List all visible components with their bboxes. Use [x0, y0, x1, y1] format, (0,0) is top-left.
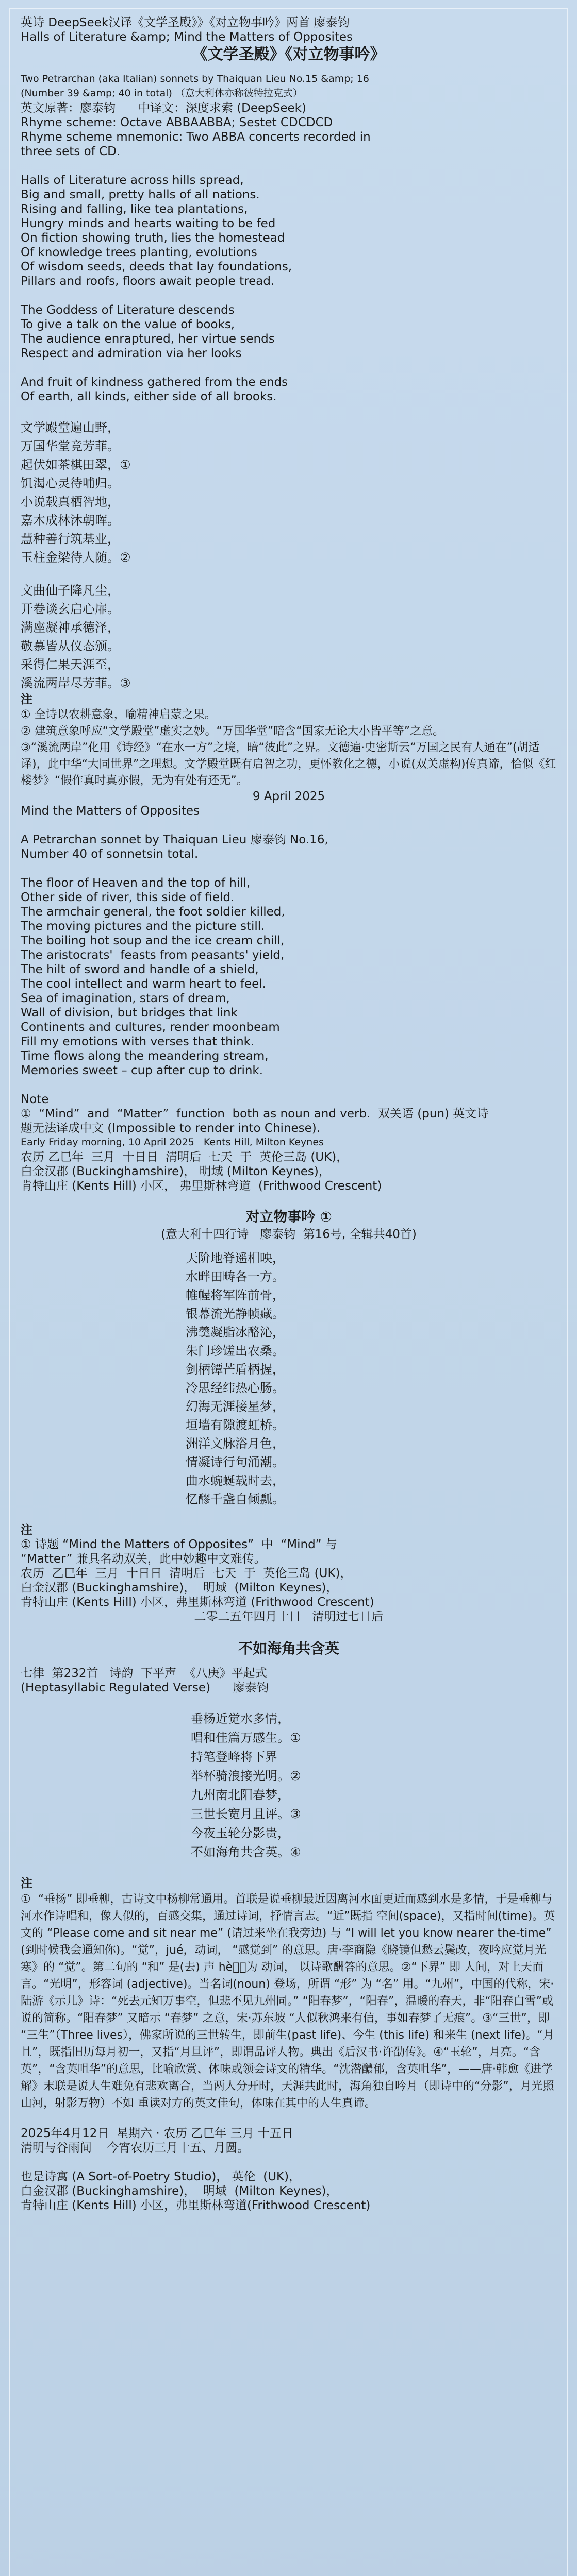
poem2-note: 肯特山庄 (Kents Hill) 小区， 弗里斯林弯道 (Frithwood Crescent) [21, 1179, 382, 1193]
poem1-zh-line: 采得仁果天涯至， [21, 657, 120, 672]
article-body [21, 15, 557, 2213]
poem3-notes-label: 注 [21, 1877, 32, 1890]
poem1-zh-line: 饥渴心灵待哺归。 [21, 476, 120, 490]
poem1-en-line: Big and small, pretty halls of all nations. [21, 188, 260, 201]
poem1-zh-line: 嘉木成林沐朝晖。 [21, 513, 120, 528]
poem3-body [21, 1709, 557, 1862]
zh-poem2-line: 天阶地脊遥相映， [186, 1251, 285, 1265]
poem3-line: 今夜玉轮分影贵， [191, 1826, 290, 1840]
zh-poem2-note: 白金汉郡 (Buckinghamshire)， 明域 (Milton Keynes)， [21, 1581, 338, 1595]
poem2-en-line: Sea of imagination, stars of dream, [21, 992, 230, 1005]
poem1-en-line [21, 289, 557, 303]
poem1-en-line: Of knowledge trees planting, evolutions [21, 246, 257, 259]
poem3-line: 九州南北阳春梦， [191, 1788, 290, 1802]
poem1-en-line: Of wisdom seeds, deeds that lay foundations, [21, 260, 292, 274]
poem3-line: 垂杨近觉水多情， [191, 1711, 290, 1726]
poem1-meta-6: three sets of CD. [21, 145, 121, 158]
poem1-zh-line: 玉柱金梁待人随。② [21, 550, 131, 565]
poem1-en-line: Pillars and roofs, floors await people tread. [21, 275, 275, 288]
poem1-meta-3: 英文原著：廖泰钧 中译文：深度求索 (DeepSeek) [21, 101, 306, 115]
poem2-en-line: The hilt of sword and handle of a shield, [21, 963, 259, 976]
poem3-line: 唱和佳篇万感生。① [191, 1731, 301, 1745]
zh-poem2-line: 幻海无涯接星梦， [186, 1399, 285, 1414]
poem1-zh-line: 开卷谈玄启心扉。 [21, 602, 120, 616]
poem2-note: 农历 乙巳年 三月 十日日 清明后 七天 于 英伦三岛 (UK)， [21, 1150, 349, 1164]
poem2-note: 题无法译成中文 (Impossible to render into Chinese). [21, 1122, 321, 1135]
poem1-meta-2: (Number 39 &amp; 40 in total) （意大利体亦称彼特拉克式） [21, 88, 303, 99]
poem1-en-line: And fruit of kindness gathered from the ends [21, 376, 288, 389]
zh-poem2-line: 洲洋文脉浴月色， [186, 1436, 285, 1451]
poem1-zh-line: 小说载真栖智地， [21, 495, 120, 509]
poem2-note: ① “Mind” and “Matter” function both as noun and verb. 双关语 (pun) 英文诗 [21, 1107, 489, 1121]
poem1-date: 9 April 2025 [252, 790, 325, 803]
poem1-notes-label: 注 [21, 693, 32, 706]
zh-poem2-line: 垣墙有隙渡虹桥。 [186, 1418, 285, 1432]
poem3-line: 举杯骑浪接光明。② [191, 1769, 301, 1783]
zh-poem2-notes-label: 注 [21, 1523, 32, 1537]
poem3-meta-2: (Heptasyllabic Regulated Verse) 廖泰钧 [21, 1681, 269, 1694]
poem2-en-line: The aristocrats' feasts from peasants' yield, [21, 948, 285, 962]
poem2-en-line: Memories sweet – cup after cup to drink. [21, 1064, 263, 1077]
zh-poem2-line: 忆醪千盏自倾瓢。 [186, 1492, 285, 1506]
poem2-en-line: The armchair general, the foot soldier killed, [21, 905, 285, 919]
header-title: 《文学圣殿》《对立物事吟》 [192, 45, 386, 63]
zh-poem2-note: 二零二五年四月十日 清明过七日后 [194, 1610, 384, 1623]
poem1-en-line: Hungry minds and hearts waiting to be fed [21, 217, 276, 230]
poem2-en-line: Other side of river, this side of field. [21, 891, 235, 904]
zh-poem2-note: “Matter” 兼具名动双关，此中妙趣中文难传。 [21, 1552, 266, 1566]
poem1-en-line: Respect and admiration via her looks [21, 347, 242, 360]
zh-poem2-line: 帷幄将军阵前骨， [186, 1288, 285, 1302]
poem1-note: ② 建筑意象呼应“文学殿堂”虚实之妙。“万国华堂”暗含“国家无论大小皆平等”之意。 [21, 725, 444, 738]
zh-poem2-line: 冷思经纬热心肠。 [186, 1381, 285, 1395]
poem2-en-line: The moving pictures and the picture still. [21, 920, 265, 933]
zh-poem2-line: 沸羹凝脂冰酪沁， [186, 1325, 285, 1340]
poem2-meta-2: Number 40 of sonnetsin total. [21, 848, 199, 861]
zh-poem2-line: 剑柄镡芒盾柄握， [186, 1362, 285, 1377]
poem1-zh-line: 满座凝神承德泽， [21, 620, 120, 635]
poem1-zh-line: 慧种善行筑基业， [21, 532, 120, 546]
poem3-line: 不如海角共含英。④ [191, 1845, 301, 1859]
poem1-en-line: Of earth, all kinds, either side of all brooks. [21, 390, 277, 403]
poem3-meta-1: 七律 第232首 诗韵 下平声 《八庚》平起式 [21, 1667, 267, 1680]
poem1-en-line [21, 361, 557, 375]
poem3-line: 三世长宽月且评。③ [191, 1807, 301, 1821]
zh-poem2-line: 水畔田畴各一方。 [186, 1269, 285, 1284]
poem2-meta-1: A Petrarchan sonnet by Thaiquan Lieu 廖泰钧 No.16, [21, 833, 328, 846]
poem3-date-1: 2025年4月12日 星期六 · 农历 乙巳年 三月 十五日 [21, 2127, 293, 2140]
poem3-title: 不如海角共含英 [238, 1640, 339, 1657]
poem1-en-line: To give a talk on the value of books, [21, 318, 235, 331]
poem2-en-line: Time flows along the meandering stream, [21, 1049, 269, 1063]
poem1-meta-4: Rhyme scheme: Octave ABBAABBA; Sestet CDCDCD [21, 116, 333, 129]
poem1-note: ① 全诗以农耕意象，喻精神启蒙之果。 [21, 708, 216, 721]
poem1-en-line: Rising and falling, like tea plantations, [21, 202, 248, 216]
zh-poem2-title: 对立物事吟 ① [245, 1209, 332, 1225]
zh-poem2-line: 情凝诗行句涌潮。 [186, 1455, 285, 1469]
poem3-place-1: 也是诗寓 (A Sort-of-Poetry Studio)， 英伦 (UK)， [21, 2170, 301, 2183]
poem1-meta-1: Two Petrarchan (aka Italian) sonnets by Thaiquan Lieu No.15 &amp; 16 [21, 73, 369, 84]
poem2-note: 白金汉郡 (Buckinghamshire)， 明域 (Milton Keynes)， [21, 1165, 331, 1178]
poem1-zh-line: 文曲仙子降凡尘， [21, 583, 120, 598]
poem1-zh-line: 文学殿堂遍山野， [21, 420, 120, 435]
poem1-en-line: Halls of Literature across hills spread, [21, 174, 244, 187]
poem1-zh-line: 起伏如茶棋田翠，① [21, 457, 131, 472]
poem2-title: Mind the Matters of Opposites [21, 804, 200, 818]
poem2-en-line: The boiling hot soup and the ice cream chill, [21, 934, 285, 947]
zh-poem2-line: 银幕流光静帧藏。 [186, 1307, 285, 1321]
header-line-2: Halls of Literature &amp; Mind the Matters of Opposites [21, 30, 353, 44]
poem1-note: ③“溪流两岸”化用《诗经》“在水一方”之境，暗“彼此”之界。文德遍·史密斯云“万国之民有人通在”(胡适译)，此中华“大同世界”之理想。文学殿堂既有启智之功，更怀教化之德，小说(双关虚构)传真谛，恰似《红楼梦》“假作真时真亦假，无为有处有还无”。 [21, 741, 556, 787]
poem1-zh-line: 溪流两岸尽芳菲。③ [21, 676, 131, 690]
poem1-zh-line: 敬慕皆从仪态颁。 [21, 639, 120, 653]
zh-poem2-subtitle: (意大利十四行诗 廖泰钧 第16号, 全辑共40首) [161, 1228, 417, 1241]
zh-poem2-note: ① 诗题 “Mind the Matters of Opposites” 中 “Mind” 与 [21, 1538, 337, 1551]
poem2-en-line: Fill my emotions with verses that think. [21, 1035, 255, 1048]
poem3-place-2: 白金汉郡 (Buckinghamshire)， 明域 (Milton Keynes)， [21, 2184, 338, 2198]
zh-poem2-note: 农历 乙巳年 三月 十日日 清明后 七天 于 英伦三岛 (UK)， [21, 1567, 352, 1580]
poem1-zh-line: 万国华堂竞芳菲。 [21, 439, 120, 453]
zh-poem2-line: 曲水蜿蜒载时去， [186, 1473, 285, 1488]
poem2-note-label: Note [21, 1093, 49, 1106]
poem1-en-line: The Goddess of Literature descends [21, 303, 235, 317]
poem3-line: 持笔登峰将下界 [191, 1750, 277, 1764]
poem2-note: Early Friday morning, 10 April 2025 Kents Hill, Milton Keynes [21, 1137, 324, 1148]
poem3-date-2: 清明与谷雨间 今宵农历三月十五、月圆。 [21, 2141, 250, 2155]
header-line-1: 英诗 DeepSeek汉译《文学圣殿》》《对立物事吟》两首 廖泰钧 [21, 16, 350, 29]
zh-poem2-note: 肯特山庄 (Kents Hill) 小区，弗里斯林弯道 (Frithwood Crescent) [21, 1596, 374, 1609]
zh-poem2-body [21, 1249, 557, 1509]
poem1-en-line: The audience enraptured, her virtue sends [21, 332, 275, 346]
poem2-en-line: Continents and cultures, render moonbeam [21, 1021, 280, 1034]
poem1-en-line: On fiction showing truth, lies the homestead [21, 231, 285, 245]
poem2-en-line: The floor of Heaven and the top of hill, [21, 876, 251, 890]
poem3-notes: ① “垂杨” 即垂柳，古诗文中杨柳常通用。首联是说垂柳最近因离河水面更近而感到水是多情，于是垂柳与河水作诗唱和，像人似的，百感交集，通过诗词，抒情言志。“近”既指 空间(space)，又指时间(time)。英文的 “Please come and sit near me” (请过来坐在我旁边) 与 “I will let you know nearer the-time” (到时候我会通知你)。“觉”，jué，动词， “感觉到” 的意思。唐·李商隐《晓镜但愁云鬓改，夜吟应觉月光寒》的 “觉”。第二句的 “和” 是(去) 声 hè⃝，为 动词， 以诗歌酬答的意思。②“下界” 即 人间，对上天而言。“光明”，形容词 (adjective)。当名词(noun) 登场，所谓 “形” 为 “名” 用。“九州”，中国的代称，宋·陆游《示儿》诗：“死去元知万事空，但悲不见九州同。” “阳春梦”，“阳春”，温暖的春天，非“阳春白雪”或说的简称。“阳春梦” 又暗示 “春梦” 之意，宋·苏东坡 “人似秋鸿来有信，事如春梦了无痕”。③“三世”，即 “三生”（Three lives），佛家所说的三世转生，即前生(past life)、今生 (this life) 和来生 (next life)。“月且”，既指旧历每月初一，又指“月旦评”，即谓品评人物。典出《后汉书·许劭传》。④“玉轮”，月亮。“含英”，“含英咀华”的意思，比喻欣赏、体味或领会诗文的精华。“沈潜醲郁，含英咀华”，——唐·韩愈《进学解》末联是说人生难免有悲欢离合，当两人分开时，天涯共此时，海角独自吟月（即诗中的“分影”，月光照山河，射影万物）不如 重读对方的英文佳句，体味在其中的人生真谛。 [21, 1893, 555, 2110]
poem1-meta-5: Rhyme scheme mnemonic: Two ABBA concerts recorded in [21, 130, 371, 144]
poem2-en-line: Wall of division, but bridges that link [21, 1006, 238, 1020]
zh-poem2-line: 朱门珍馐出农桑。 [186, 1344, 285, 1358]
poem3-place-3: 肯特山庄 (Kents Hill) 小区，弗里斯林弯道(Frithwood Crescent) [21, 2199, 371, 2212]
poem2-en-line: The cool intellect and warm heart to feel. [21, 977, 266, 991]
